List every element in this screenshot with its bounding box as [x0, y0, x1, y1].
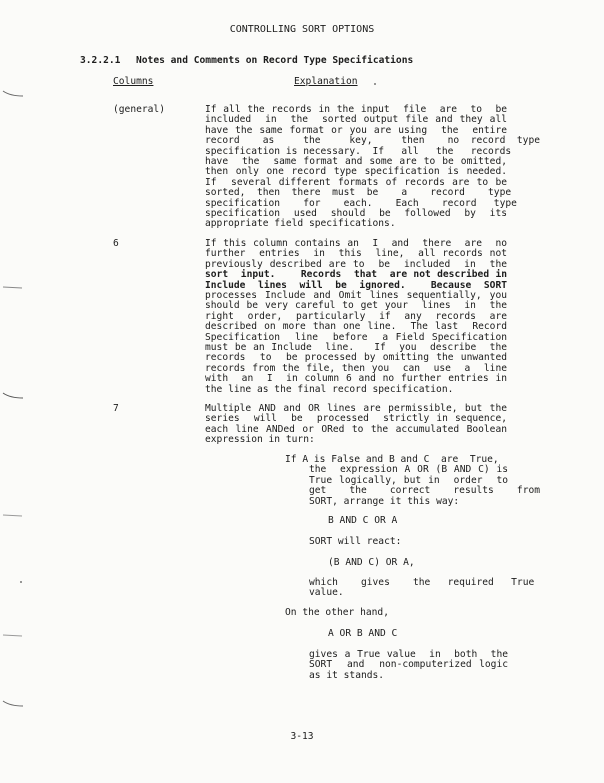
speck — [20, 581, 22, 583]
entry-6-line: must be an Include line. If you describe the — [205, 342, 507, 353]
entry-6-line: processes Include and Omit lines sequentially, you — [205, 290, 507, 301]
entry-general-line: then only one record type specification is needed. — [205, 166, 507, 178]
entry-general-line: have the same format and some are to be omitted, — [205, 156, 507, 167]
entry-6-line: with an I in column 6 and no further entries in — [205, 373, 507, 385]
section-number: 3.2.2.1 — [80, 55, 121, 66]
entry-6-line: records to be processed by omitting the unwanted — [205, 352, 507, 364]
entry-general-line: included in the sorted output file and they all — [205, 114, 507, 126]
entry-general-line: sorted, then there must be a record type — [205, 187, 512, 199]
binder-mark — [2, 90, 24, 98]
which-gives-line: which gives the required True — [309, 577, 535, 588]
entry-label-6: 6 — [113, 238, 119, 249]
columns-header: Columns — [113, 76, 154, 87]
explanation-header: Explanation — [294, 76, 358, 87]
gives-true-line: as it stands. — [309, 669, 385, 681]
running-header: CONTROLLING SORT OPTIONS — [229, 24, 375, 35]
expression-2: (B AND C) OR A, — [328, 557, 415, 568]
example-intro-line: the expression A OR (B AND C) is — [309, 464, 508, 476]
gives-true-line: SORT and non-computerized logic — [309, 659, 508, 671]
speck — [374, 83, 376, 85]
entry-6-line: should be very careful to get your lines in the — [205, 300, 507, 312]
expression-1: B AND C OR A — [328, 515, 398, 526]
entry-label-general: (general) — [113, 104, 165, 115]
example-intro-line: True logically, but in order to — [309, 474, 508, 486]
expression-3: A OR B AND C — [328, 628, 398, 639]
entry-6-line: If this column contains an I and there are no — [205, 238, 507, 249]
entry-6-line: the line as the final record specification. — [205, 383, 454, 395]
binder-mark — [2, 512, 24, 520]
example-intro-line: If A is False and B and C are True, — [285, 454, 499, 465]
binder-mark — [2, 392, 24, 400]
entry-6-line: right order, particularly if any records are — [205, 310, 507, 322]
entry-general-line: record as the key, then no record type — [205, 135, 541, 147]
entry-7-line: each line ANDed or ORed to the accumulated Boolean — [205, 423, 507, 435]
entry-general-line: specification for each. Each record type — [205, 197, 517, 209]
entry-6-line: described on more than one line. The last Record — [205, 321, 507, 333]
entry-6-line-emphasis: sort input. Records that are not described in — [205, 269, 507, 281]
entry-6-line: previously described are to be included in the — [205, 258, 507, 270]
entry-7-line: series will be processed strictly in sequence, — [205, 413, 507, 425]
entry-general-line: have the same format or you are using the entire — [205, 124, 507, 136]
entry-general-line: appropriate field specifications. — [205, 218, 396, 230]
entry-general-line: specification is necessary. If all the records — [205, 145, 512, 157]
other-hand-text: On the other hand, — [285, 607, 389, 618]
entry-6-line-emphasis: Include lines will be ignored. Because SORT — [205, 279, 507, 291]
entry-label-7: 7 — [113, 403, 119, 414]
entry-general-line: specification used should be followed by its — [205, 208, 507, 219]
entry-general-line: If several different formats of records are to be — [205, 176, 507, 188]
entry-7-line: expression in turn: — [205, 434, 315, 446]
entry-6-line: Specification line before a Field Specification — [205, 331, 507, 343]
binder-mark — [2, 700, 24, 708]
example-intro-line: get the correct results from — [309, 485, 541, 497]
binder-mark — [2, 632, 24, 640]
entry-7-line: Multiple AND and OR lines are permissible, but the — [205, 403, 507, 414]
which-gives-line: value. — [309, 587, 344, 599]
entry-6-line: records from the file, then you can use a line — [205, 362, 507, 374]
entry-6-line: further entries in this line, all records not — [205, 248, 507, 260]
page-number: 3-13 — [290, 731, 314, 742]
gives-true-line: gives a True value in both the — [309, 649, 508, 660]
section-title: Notes and Comments on Record Type Specifications — [136, 55, 414, 66]
example-intro-line: SORT, arrange it this way: — [309, 495, 460, 507]
sort-react-text: SORT will react: — [309, 536, 402, 547]
binder-mark — [2, 284, 24, 292]
entry-general-line: If all the records in the input file are to be — [205, 104, 507, 115]
